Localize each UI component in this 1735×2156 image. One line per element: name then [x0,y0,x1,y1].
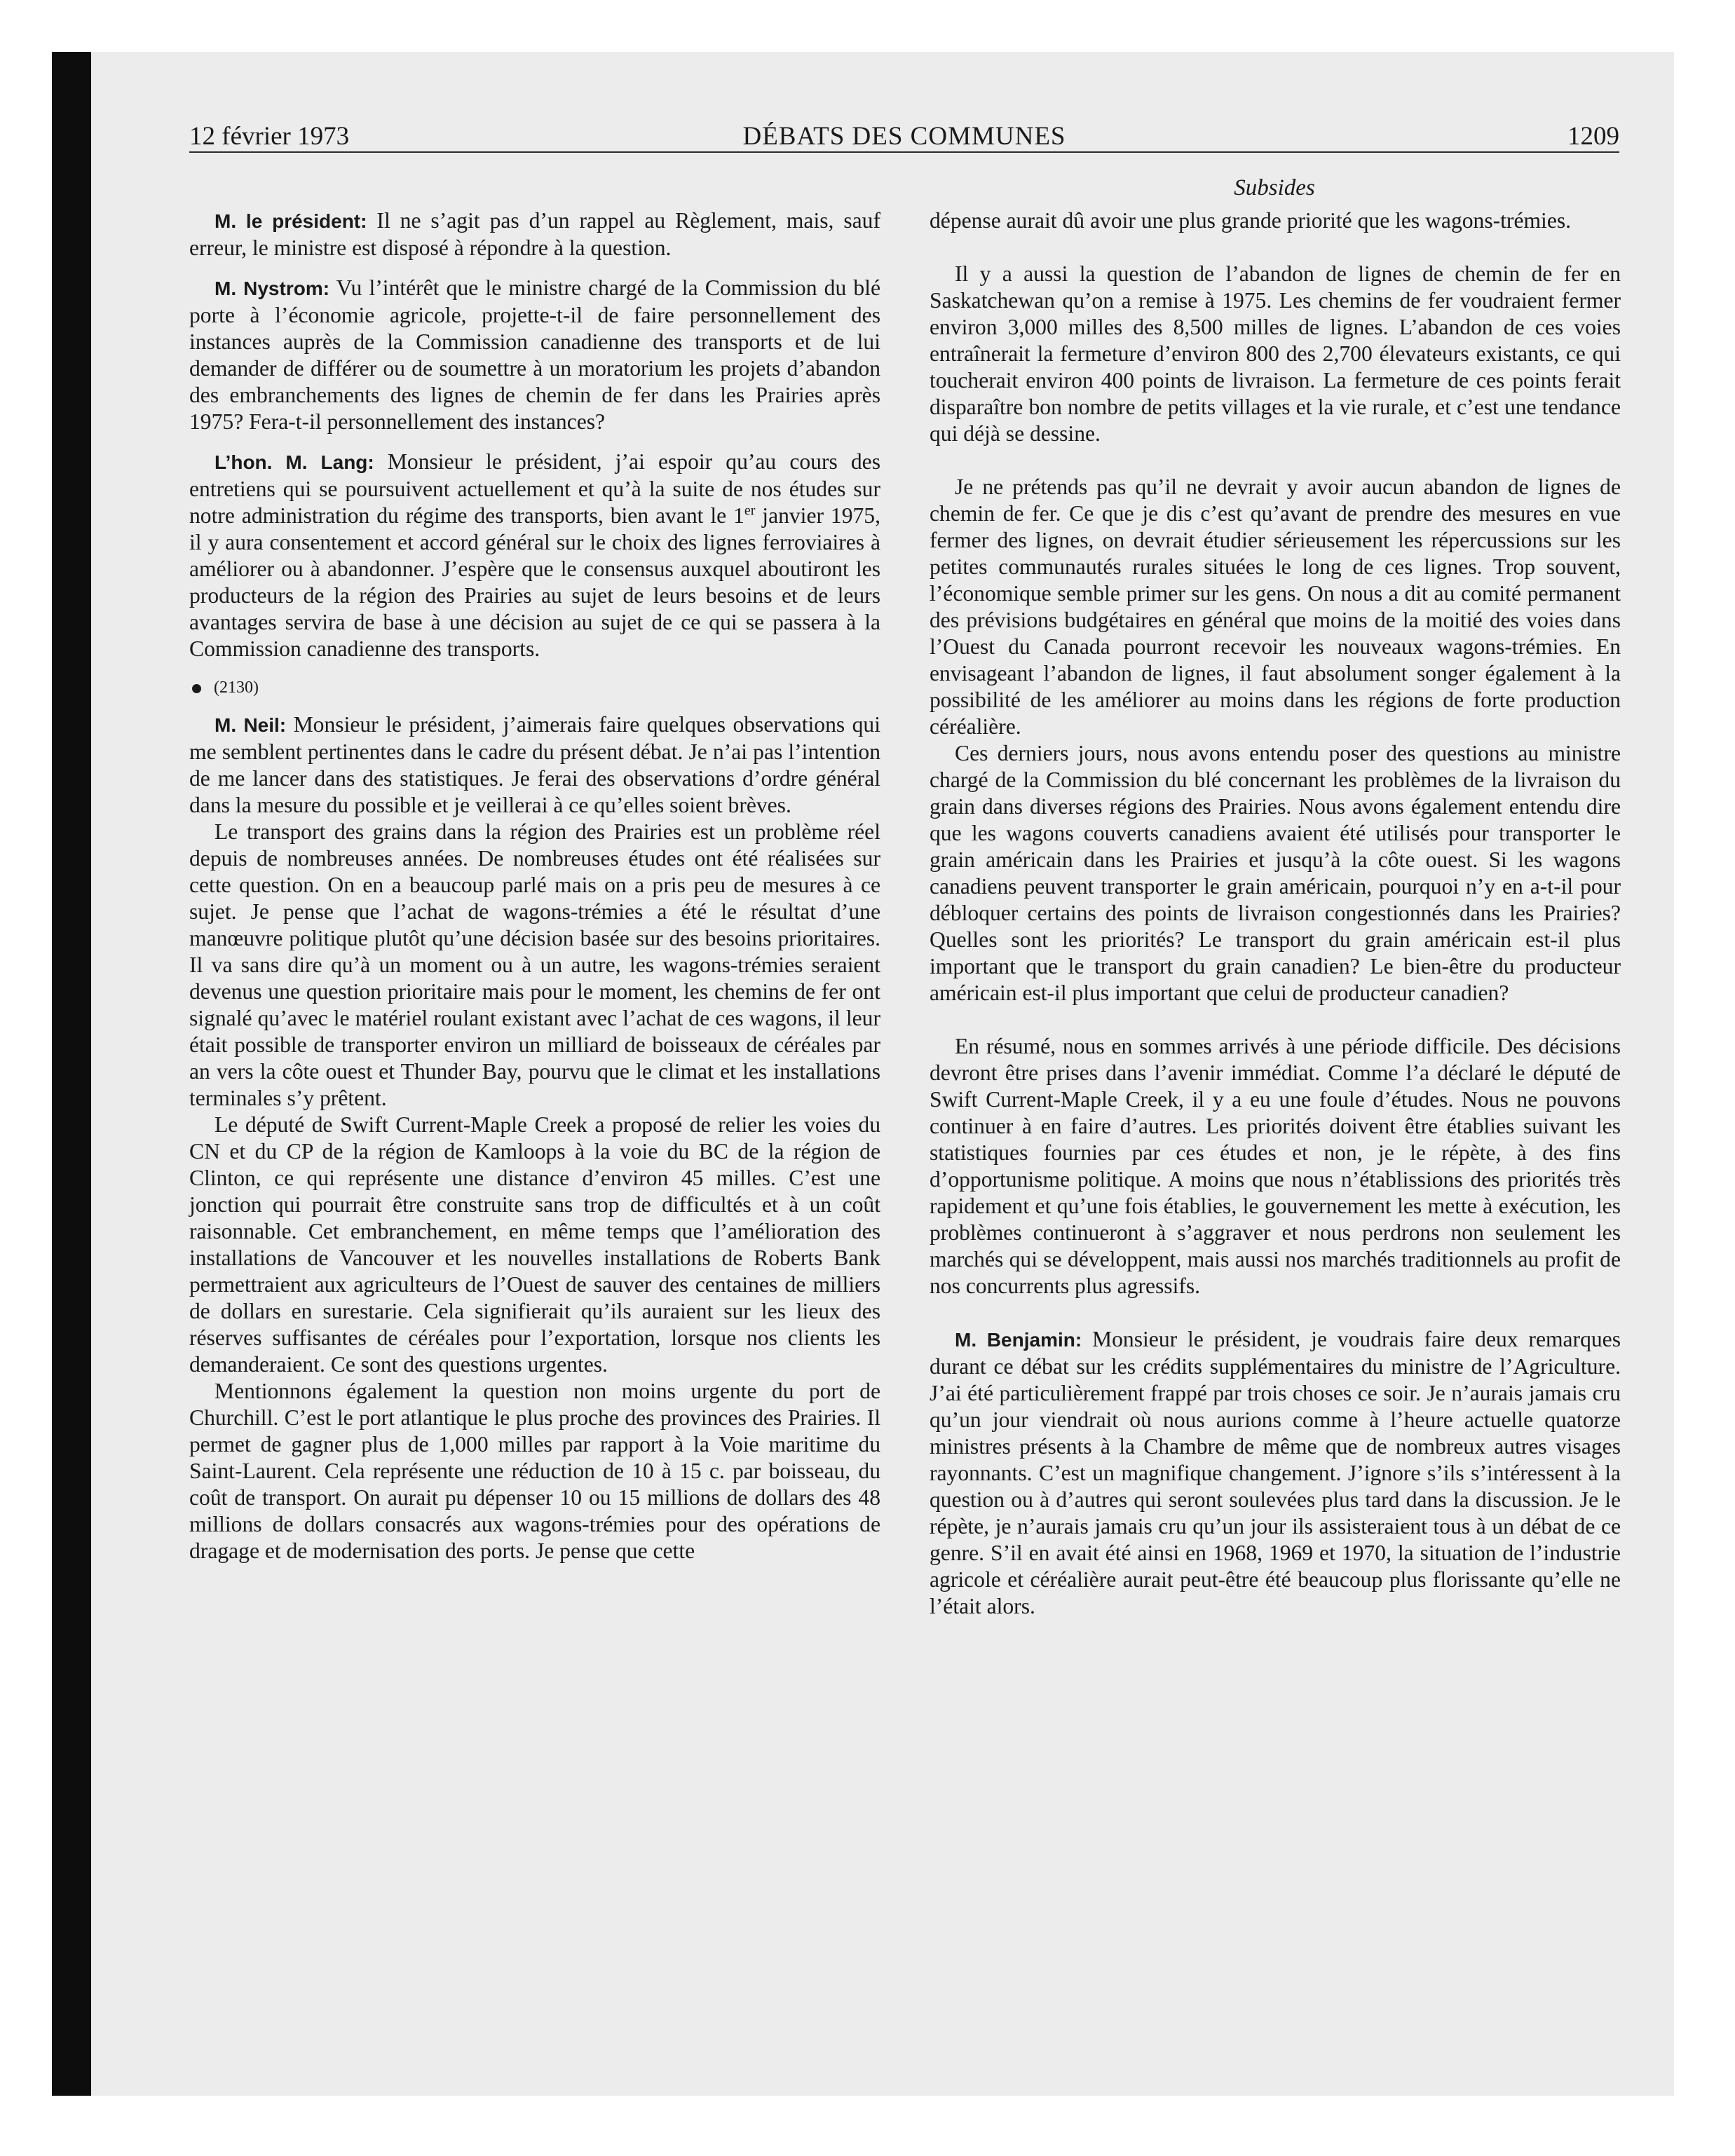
scan-binding-edge [52,52,91,2096]
paragraph-text: Vu l’intérêt que le ministre chargé de la Commission du blé porte à l’économie agricole, projette-t-il de faire personnellement des instances auprès de la Commission canadienne des transports et de lui demander de différer ou de soumettre à un moratorium les projets d’abandon des embranchements des lignes de chemin de fer dans les Prairies après 1975? Fera-t-il personnellement des instances? [189,275,881,434]
paragraph-text: Monsieur le président, j’ai espoir qu’au cours des entretiens qui se poursuivent actuellement et qu’à la suite de nos études sur notre administration du régime des transports, bien avant le 1 [189,449,880,528]
superscript: er [744,503,756,519]
paragraph: Je ne prétends pas qu’il ne devrait y avoir aucun abandon de lignes de chemin de fer. Ce que je dis c’est qu’avant de prendre des mesures en vue fermer des lignes, on devrait étudier sérieusement les répercussions sur les petites communautés rurales situées le long de ces lignes. Trop souvent, l’économique semble primer sur les gens. On nous a dit au comité permanent des prévisions budgétaires en général que moins de la moitié des voies dans l’Ouest du Canada pourront recevoir les nouveaux wagons-trémies. En envisageant l’abandon de lignes, il faut absolument songer également à la possibilité de les améliorer au moins dans les régions de forte production céréalière. [930,475,1621,739]
paragraph [189,275,880,435]
paragraph [189,449,880,662]
paragraph: Mentionnons également la question non moins urgente du port de Churchill. C’est le port atlantique le plus proche des provinces des Prairies. Il permet de gagner plus de 1,000 milles par rapport à la Voie maritime du Saint-Laurent. Cela représente une réduction de 10 à 15 c. par boisseau, du coût de transport. On aurait pu dépenser 10 ou 15 millions de dollars des 48 millions de dollars consacrés aux wagons-trémies pour des opérations de dragage et de modernisation des ports. Je pense que cette [189,1379,880,1563]
speaker-name: M. Neil: [215,714,287,736]
bullet-dot-icon [192,684,201,693]
paragraph: En résumé, nous en sommes arrivés à une période difficile. Des décisions devront être prises dans l’avenir immédiat. Comme l’a déclaré le député de Swift Current-Maple Creek, il y a eu une foule d’études. Nous ne pouvons continuer à en faire d’autres. Les priorités doivent être établies suivant les statistiques fournies par ces études et non, je le répète, à des fins d’opportunisme politique. A moins que nous n’établissions des priorités très rapidement et qu’une fois établies, le gouvernement les mette à exécution, les problèmes continueront à s’aggraver et nous perdrons non seulement les marchés qui se développent, mais aussi nos marchés traditionnels au profit de nos concurrents plus agressifs. [930,1034,1621,1298]
paragraph: Ces derniers jours, nous avons entendu poser des questions au ministre chargé de la Commission du blé concernant les problèmes de la livraison du grain dans diverses régions des Prairies. Nous avons également entendu dire que les wagons couverts canadiens avaient été utilisés pour transporter le grain américain dans les Prairies et jusqu’à la côte ouest. Si les wagons canadiens peuvent transporter le grain américain, pourquoi n’y en a-t-il pour débloquer certains des points de livraison congestionnés dans les Prairies? Quelles sont les priorités? Le transport du grain américain est-il plus important que le transport du grain canadien? Le bien-être du producteur américain est-il plus important que celui de producteur canadien? [930,741,1621,1005]
paragraph: Le député de Swift Current-Maple Creek a proposé de relier les voies du CN et du CP de la région de Kamloops à la voie du BC de la région de Clinton, ce qui représente une distance d’environ 45 milles. C’est une jonction qui pourrait être construite sans trop de difficultés et à un coût raisonnable. Cet embranchement, en même temps que l’amélioration des installations de Vancouver et les nouvelles installations de Roberts Bank permettraient aux agriculteurs de l’Ouest de sauver des centaines de milliers de dollars en surestarie. Cela signifierait qu’ils auraient sur les lieux des réserves suffisantes de céréales pour l’exportation, lorsque nos clients les demanderaient. Ce sont des questions urgentes. [189,1112,880,1377]
paragraph-text: Monsieur le président, j’aimerais faire quelques observations qui me semblent pertinentes dans le cadre du présent débat. Je n’ai pas l’intention de me lancer dans des statistiques. Je ferai des observations d’ordre général dans la mesure du possible et je veillerai à ce qu’elles soient brèves. [189,712,880,817]
paragraph: Le transport des grains dans la région des Prairies est un problème réel depuis de nombreuses années. De nombreuses études ont été réalisées sur cette question. On en a beaucoup parlé mais on a pris peu de mesures à ce sujet. Je pense que l’achat de wagons-trémies a été le résultat d’une manœuvre politique plutôt qu’une décision basée sur des besoins prioritaires. Il va sans dire qu’à un moment ou à un autre, les wagons-trémies seraient devenus une question prioritaire mais pour le moment, les chemins de fer ont signalé qu’avec le matériel roulant existant avec l’achat de ces wagons, il leur était possible de transporter environ un milliard de boisseaux de céréales par an vers la côte ouest et Thunder Bay, pourvu que le climat et les installations terminales s’y prêtent. [189,819,880,1110]
paragraph-text: Monsieur le président, je voudrais faire deux remarques durant ce débat sur les crédits supplémentaires du ministre de l’Agriculture. J’ai été particulièrement frappé par trois choses ce soir. Je n’aurais jamais cru qu’un jour viendrait où nous aurions comme à l’heure actuelle quatorze ministres présents à la Chambre de même que de nombreux autres visages rayonnants. C’est un magnifique changement. J’ignore s’ils s’intéressent à la question ou à d’autres qui seront soulevées plus tard dans la discussion. Je le répète, je n’aurais jamais cru qu’un jour ils assisteraient tous à un débat de ce genre. S’il en avait été ainsi en 1968, 1969 et 1970, la situation de l’industrie agricole et céréalière aurait peut-être été beaucoup plus florissante qu’elle ne l’était alors. [930,1327,1621,1618]
header-rule [189,151,1619,153]
paragraph: dépense aurait dû avoir une plus grande priorité que les wagons-trémies. [930,208,1572,233]
speaker-name: M. Benjamin: [955,1329,1082,1351]
page-number: 1209 [1567,122,1619,151]
paragraph [189,207,880,261]
paragraph: Il y a aussi la question de l’abandon de lignes de chemin de fer en Saskatchewan qu’on a remise à 1975. Les chemins de fer voudraient fermer environ 3,000 milles des 8,500 milles de lignes. L’abandon de ces voies entraînerait la fermeture d’environ 800 des 2,700 élevateurs existants, ce qui toucherait environ 400 points de livraison. La fermeture de ces points ferait disparaître bon nombre de petits villages et la vie rurale, et c’est une tendance qui déjà se dessine. [930,261,1621,446]
speaker-name: M. le président: [215,210,367,232]
paragraph-text: Il ne s’agit pas d’un rappel au Règlement, mais, sauf erreur, le ministre est disposé à répondre à la question. [189,208,880,260]
right-column [930,207,1621,1620]
paragraph [189,711,880,819]
running-head: Subsides [1234,175,1315,200]
page-header [189,119,1619,154]
paragraph-text: janvier 1975, il y aura consentement et accord général sur le choix des lignes ferroviaires à améliorer ou à abandonner. J’espère que le consensus auxquel aboutiront les producteurs de la région des Prairies au sujet de leurs besoins et de leurs avantages servira de base à une décision au sujet de ce qui se passera à la Commission canadienne des transports. [189,503,880,661]
speaker-name: M. Nystrom: [215,278,330,299]
paragraph [930,1326,1621,1620]
left-column [189,207,880,1564]
header-title: DÉBATS DES COMMUNES [742,122,1066,151]
time-marker-text: (2130) [214,678,259,697]
speaker-name: L’hon. M. Lang: [215,451,374,473]
header-date: 12 février 1973 [189,122,350,151]
time-marker [189,676,880,699]
